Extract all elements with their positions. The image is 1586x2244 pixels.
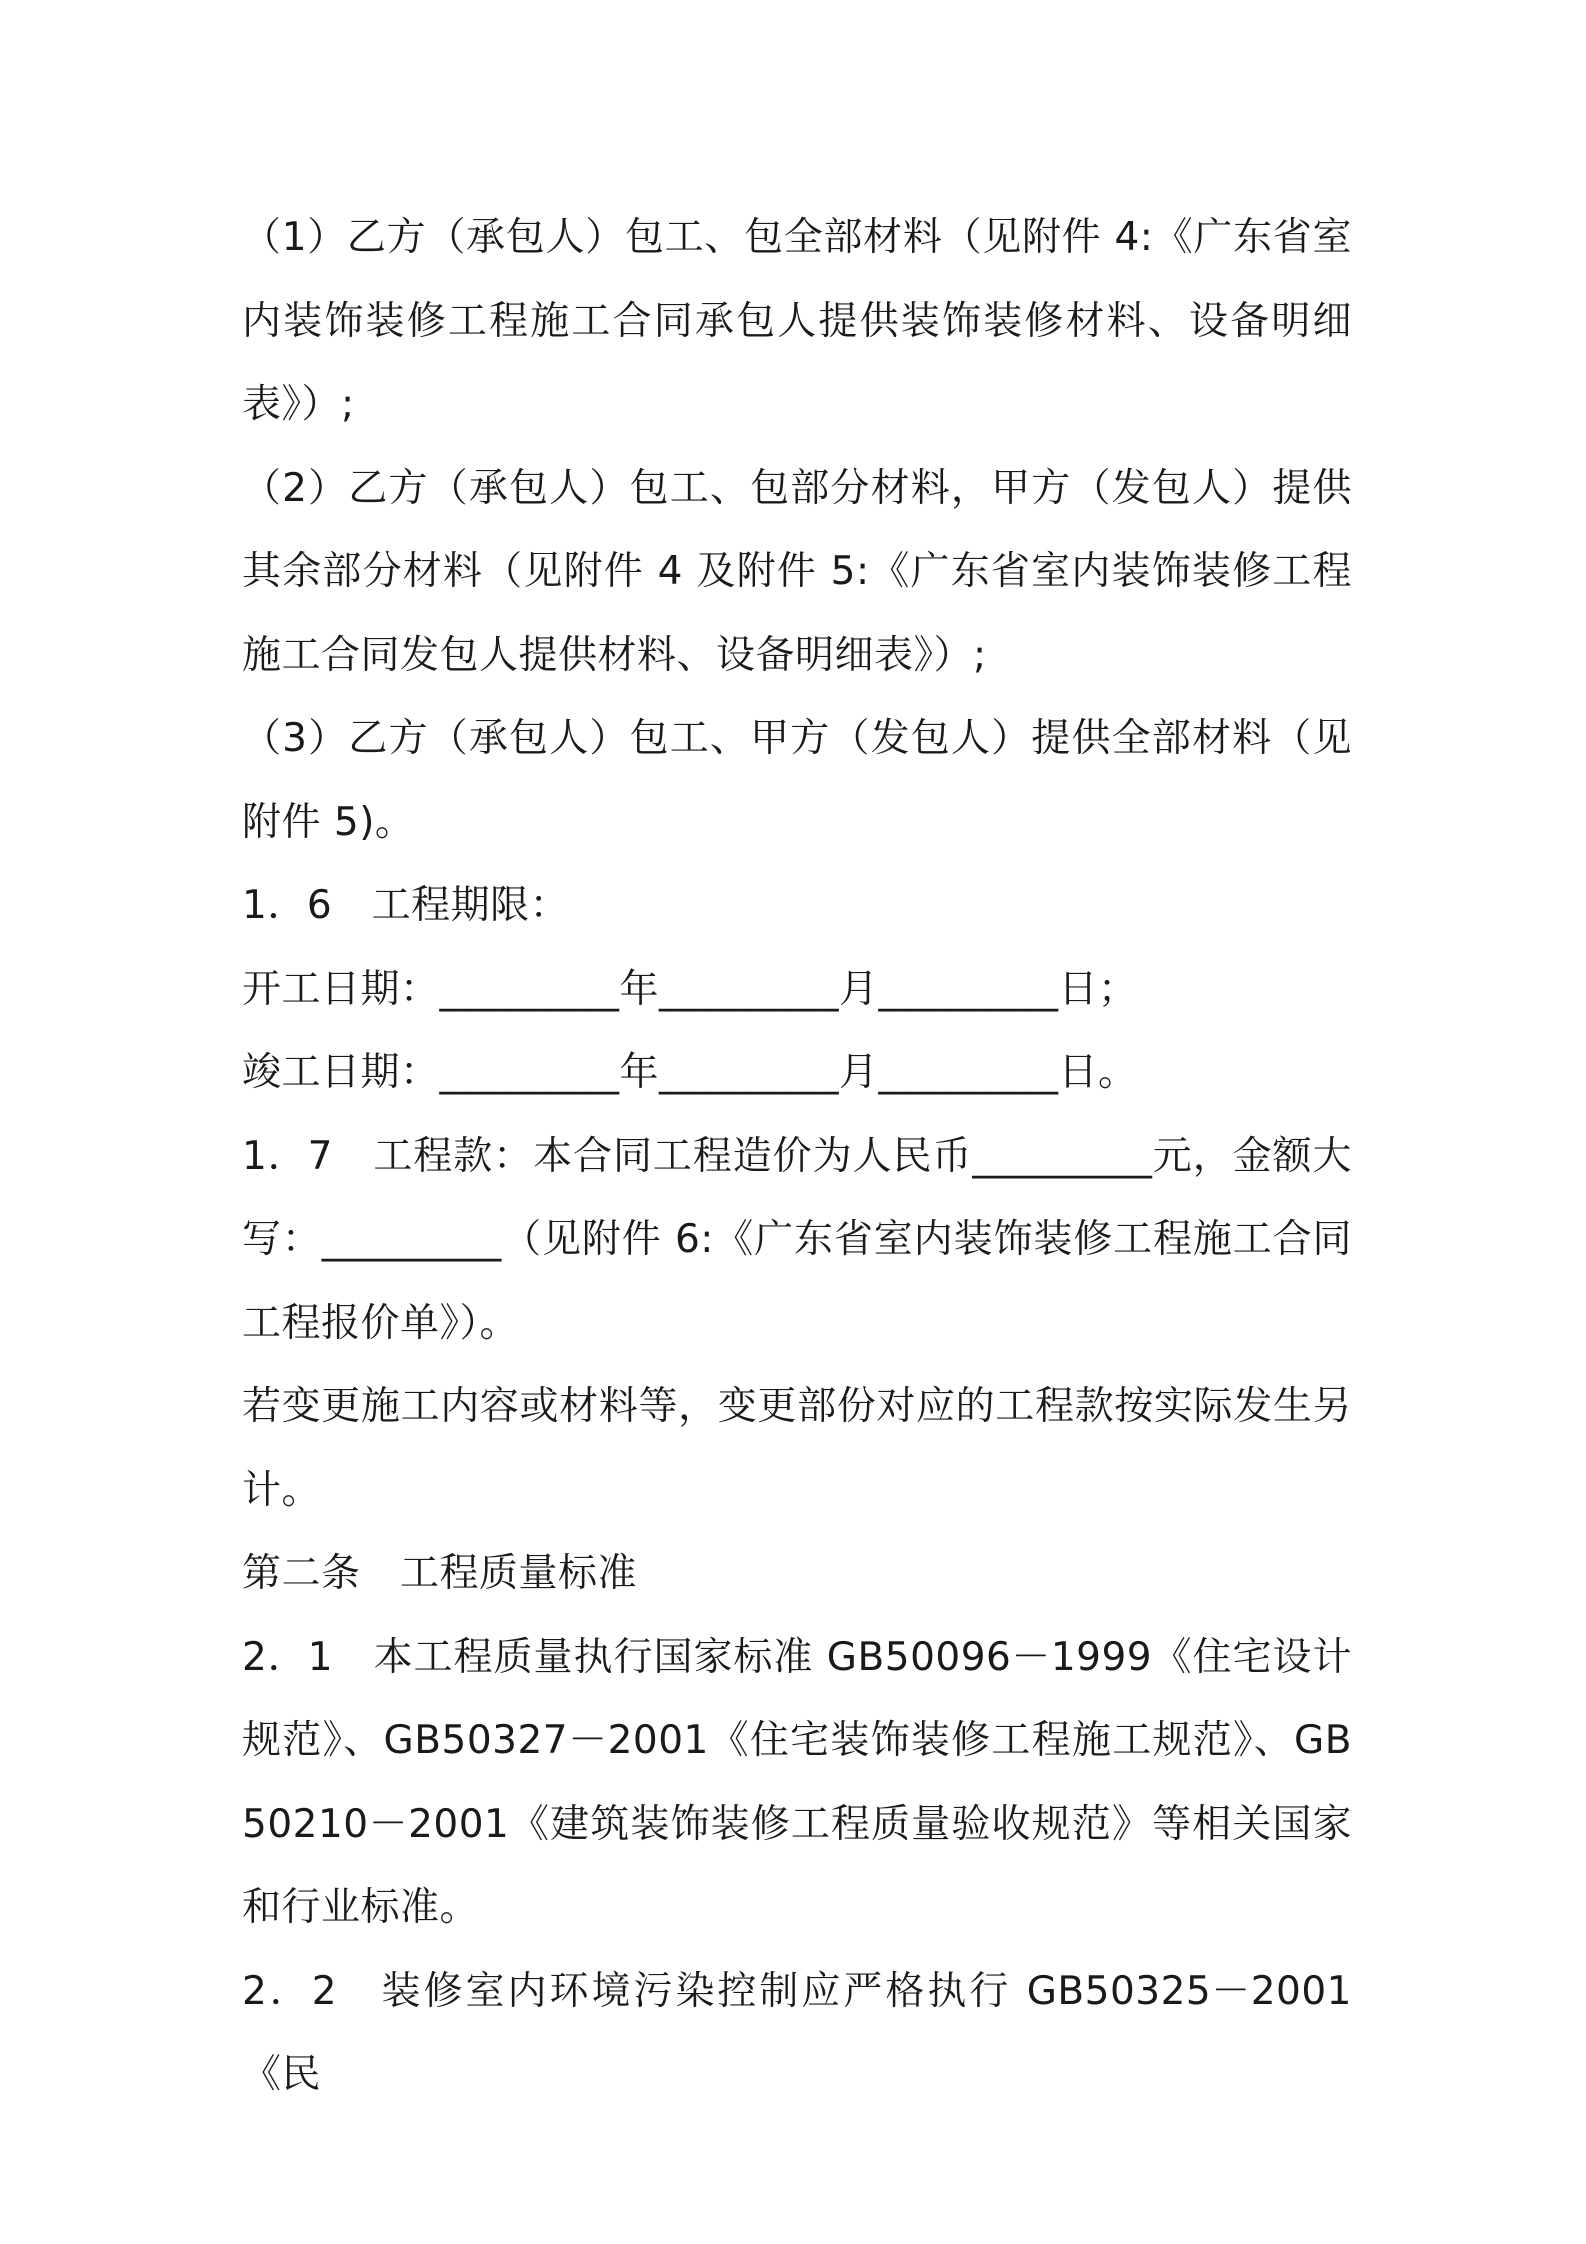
article-2-heading: 第二条 工程质量标准 bbox=[242, 1551, 638, 1596]
contract-clause-material-option-2: （2）乙方（承包人）包工、包部分材料，甲方（发包人）提供其余部分材料（见附件 4 及附件 5:《广东省室内装饰装修工程施工合同发包人提供材料、设备明细表》）; bbox=[242, 465, 1352, 678]
section-1-7-payment: 1．7 工程款：本合同工程造价为人民币_________元，金额大写：_________（见附件 6:《广东省室内装饰装修工程施工合同工程报价单》）。 bbox=[242, 1133, 1352, 1346]
start-date-line: 开工日期：_________年_________月_________日； bbox=[242, 966, 1138, 1012]
document-body bbox=[242, 196, 1352, 2117]
section-1-6-heading: 1．6 工程期限： bbox=[242, 883, 570, 928]
contract-clause-material-option-3: （3）乙方（承包人）包工、甲方（发包人）提供全部材料（见附件 5)。 bbox=[242, 716, 1352, 845]
change-order-note: 若变更施工内容或材料等，变更部份对应的工程款按实际发生另计。 bbox=[242, 1384, 1352, 1513]
section-2-2-pollution-control: 2．2 装修室内环境污染控制应严格执行 GB50325－2001《民 bbox=[242, 1968, 1352, 2097]
contract-clause-material-option-1: （1）乙方（承包人）包工、包全部材料（见附件 4:《广东省室内装饰装修工程施工合同承包人提供装饰装修材料、设备明细表》）; bbox=[242, 215, 1352, 427]
section-2-1-standards: 2．1 本工程质量执行国家标准 GB50096－1999《住宅设计规范》、GB50327－2001《住宅装饰装修工程施工规范》、GB50210－2001《建筑装饰装修工程质量验收规范》等相关国家和行业标准。 bbox=[242, 1634, 1352, 1930]
completion-date-line: 竣工日期：_________年_________月_________日。 bbox=[242, 1050, 1138, 1095]
